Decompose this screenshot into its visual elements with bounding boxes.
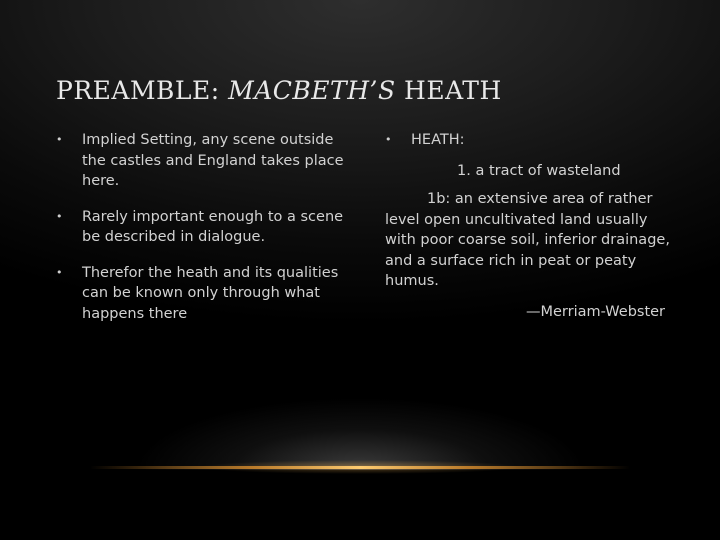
bullet-text: Therefor the heath and its qualities can be known only through what happens there bbox=[82, 264, 339, 322]
accent-line bbox=[90, 466, 630, 469]
list-item bbox=[56, 130, 346, 192]
bullet-text: Rarely important enough to a scene be described in dialogue. bbox=[82, 208, 344, 245]
background-glow bbox=[80, 380, 640, 470]
right-column bbox=[385, 130, 670, 322]
bullet-icon: • bbox=[56, 265, 63, 279]
title-italic: MACBETH’S bbox=[228, 76, 396, 105]
definition-1b: 1b: an extensive area of rather level open uncultivated land usually with poor coarse soil, inferior drainage, and a surface rich in peat or peaty humus. bbox=[385, 191, 670, 289]
list-item bbox=[56, 207, 346, 248]
title-prefix: PREAMBLE: bbox=[56, 76, 229, 105]
slide-title bbox=[56, 76, 502, 105]
heading-text: HEATH: bbox=[411, 132, 465, 148]
definition-1: 1. a tract of wasteland bbox=[457, 162, 621, 179]
definition-heading bbox=[385, 130, 670, 151]
bullet-icon: • bbox=[56, 133, 63, 146]
bullet-icon: • bbox=[56, 209, 63, 223]
bullet-icon: • bbox=[385, 133, 392, 146]
bullet-text: Implied Setting, any scene outside the castles and England takes place here. bbox=[82, 132, 344, 189]
left-column bbox=[56, 130, 346, 339]
list-item bbox=[56, 263, 346, 325]
attribution: —Merriam-Webster bbox=[526, 303, 666, 320]
title-suffix: HEATH bbox=[395, 76, 502, 105]
